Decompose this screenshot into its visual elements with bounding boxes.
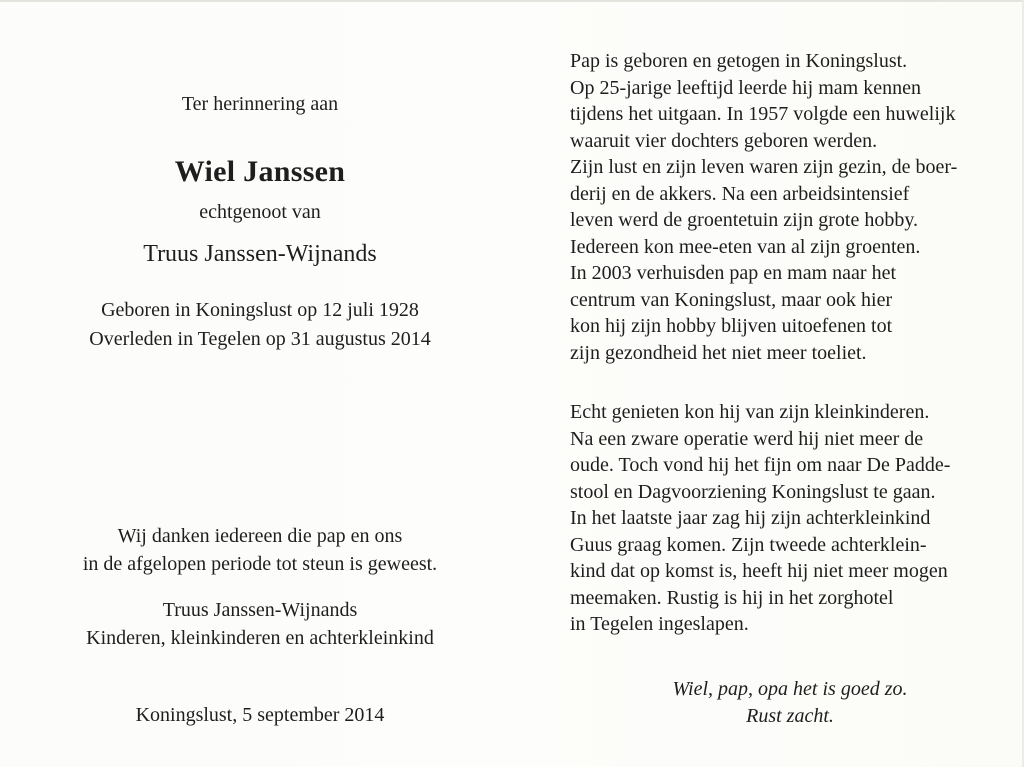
bio-line: kon hij zijn hobby blijven uitoefenen tot — [570, 315, 893, 337]
bio-line: zijn gezondheid het niet meer toeliet. — [570, 341, 867, 364]
bio-line: meemaken. Rustig is hij in het zorghotel — [570, 586, 894, 609]
spouse-name: Truus Janssen-Wijnands — [143, 241, 377, 267]
bio-line: Echt genieten kon hij van zijn kleinkinderen. — [570, 401, 930, 423]
bio-line: Guus graag komen. Zijn tweede achterklein- — [570, 533, 927, 556]
closing-line-2: Rust zacht. — [746, 704, 834, 727]
intro-text: Ter herinnering aan — [181, 93, 339, 115]
bio-line: Pap is geboren en getogen in Koningslust. — [570, 50, 908, 72]
bio-line: kind dat op komst is, heeft hij niet meer mogen — [570, 560, 948, 582]
biography-paragraph-1 — [570, 48, 1010, 366]
bio-line: In het laatste jaar zag hij zijn achterkleinkind — [570, 507, 931, 529]
bio-line: centrum van Koningslust, maar ook hier — [570, 288, 893, 311]
spouse-label: echtgenoot van — [199, 201, 321, 223]
closing-verse — [570, 676, 1010, 729]
thanks-line-1: Wij danken iedereen die pap en ons — [117, 525, 403, 547]
bio-line: In 2003 verhuisden pap en mam naar het — [570, 262, 897, 284]
right-panel — [570, 0, 1010, 767]
thanks-line-2: in de afgelopen periode tot steun is geweest. — [82, 553, 438, 575]
signatory-1: Truus Janssen-Wijnands — [162, 599, 358, 621]
bio-line: Iedereen kon mee-eten van al zijn groenten. — [570, 235, 921, 258]
bio-line: stool en Dagvoorziening Koningslust te gaan. — [570, 480, 936, 503]
biography-paragraph-2 — [570, 399, 1010, 638]
signatory-2: Kinderen, kleinkinderen en achterkleinkind — [86, 627, 434, 649]
closing-line-1: Wiel, pap, opa het is goed zo. — [672, 678, 908, 700]
bio-line: derij en de akkers. Na een arbeidsintensief — [570, 182, 910, 205]
bio-line: leven werd de groentetuin zijn grote hobby. — [570, 209, 919, 231]
bio-line: Zijn lust en zijn leven waren zijn gezin, de boer- — [570, 156, 958, 178]
bio-line: Op 25-jarige leeftijd leerde hij mam kennen — [570, 76, 921, 99]
bio-line: in Tegelen ingeslapen. — [570, 613, 749, 635]
place-date: Koningslust, 5 september 2014 — [135, 704, 385, 726]
bio-line: tijdens het uitgaan. In 1957 volgde een huwelijk — [570, 103, 956, 125]
deceased-name: Wiel Janssen — [174, 155, 346, 188]
bio-line: waaruit vier dochters geboren werden. — [570, 129, 878, 152]
bio-line: oude. Toch vond hij het fijn om naar De Padde- — [570, 454, 951, 476]
death-line: Overleden in Tegelen op 31 augustus 2014 — [89, 328, 431, 350]
birth-line: Geboren in Koningslust op 12 juli 1928 — [101, 299, 419, 321]
left-panel — [40, 0, 480, 767]
bio-line: Na een zware operatie werd hij niet meer de — [570, 427, 924, 450]
